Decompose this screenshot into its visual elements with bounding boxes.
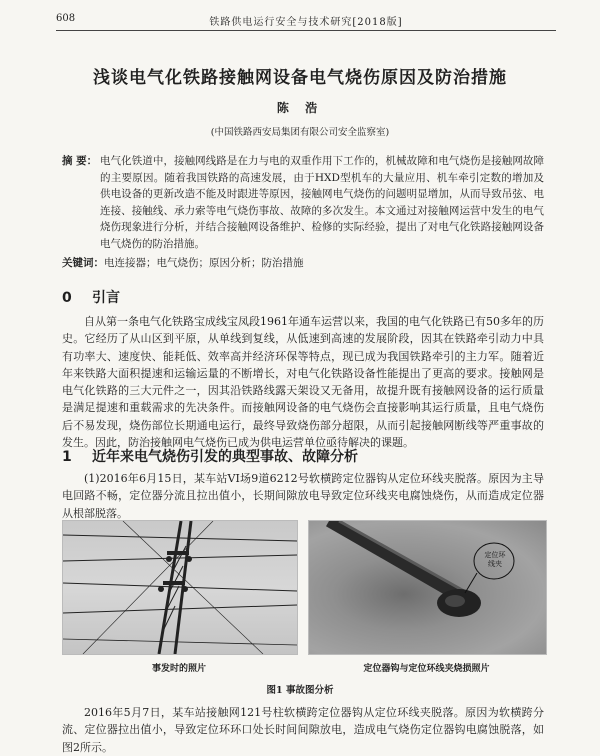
keywords	[62, 255, 544, 270]
abstract-text: 电气化铁道中，接触网线路是在力与电的双重作用下工作的，机械故障和电气烧伤是接触网故障的主要原因。随着我国铁路的高速发展，由于HXD型机车的大量应用、机车牵引定数的增加及供电设备的更新改造不能及时跟进等原因，接触网电气烧伤的问题明显增加，从而导致吊弦、电连接、接触线、承力索等电气烧伤事故、故障的多次发生。本文通过对接触网运营中发生的电气烧伤现象进行分析，并结合接触网设备维护、检修的实际经验，提出了对电气化铁路接触网设备电气烧伤的防治措施。	[100, 155, 544, 250]
keywords-label: 关键词：	[62, 257, 104, 269]
section-0-title: 引言	[92, 290, 120, 306]
section-1-paragraph: (1)2016年6月15日，某车站VI场9道6212号软横跨定位器钩从定位环线夹脱落。原因为主导电回路不畅，定位器分流且拉出值小，长期间隙放电导致定位环线夹电腐蚀烧伤，从而造成定位器从根部脱落。	[62, 472, 544, 520]
burn-damage-photo	[308, 520, 547, 655]
section-0-number: 0	[62, 290, 72, 306]
tail-paragraph: 2016年5月7日，某车站接触网121号柱软横跨定位器钩从定位环线夹脱落。原因为软横跨分流、定位器拉出值小，导致定位环环口处长时间间隙放电，造成电气烧伤定位器钩电腐蚀脱落，如图2所示。	[62, 706, 544, 754]
running-header	[56, 8, 556, 31]
keywords-text: 电连接器；电气烧伤；原因分析；防治措施	[104, 257, 304, 269]
section-1-title: 近年来电气烧伤引发的典型事故、故障分析	[92, 449, 358, 465]
section-1-heading	[62, 446, 358, 466]
section-0-paragraph: 自从第一条电气化铁路宝成线宝凤段1961年通车运营以来，我国的电气化铁路已有50多年的历史。它经历了从山区到平原，从单线到复线，从低速到高速的发展阶段，因其在铁路牵引动力中具有功率大、速度快、能耗低、效率高并经济环保等特点，现已成为我国铁路牵引的主力军。随着近年来铁路大面积提速和运输运量的不断增长，对电气化铁路设备性能提出了更高的要求。接触网是电气化铁路的三大元件之一，因其沿铁路线露天架设又无备用，故提升既有接触网设备的运行质量是满足提速和重载需求的先决条件。而接触网设备的电气烧伤会直接影响其运行质量，且电气烧伤后不易发现，烧伤部位长期通电运行，最终导致烧伤部分超限，从而引起接触网断线等严重事故的发生。因此，防治接触网电气烧伤已成为供电运营单位亟待解决的课题。	[62, 315, 544, 450]
author: 陈 浩	[276, 101, 324, 115]
figure-title: 图1 事故图分析	[266, 685, 334, 696]
running-title: 铁路供电运行安全与技术研究[2018版]	[209, 17, 403, 28]
article-title: 浅谈电气化铁路接触网设备电气烧伤原因及防治措施	[93, 68, 507, 88]
affiliation: (中国铁路西安局集团有限公司安全监察室)	[210, 127, 390, 138]
accident-photo	[62, 520, 298, 655]
abstract-label: 摘 要：	[62, 155, 98, 167]
section-0-heading	[62, 287, 120, 307]
catenary-mast-illustration	[63, 521, 297, 654]
clamp-burn-illustration	[309, 521, 546, 654]
page-number: 608	[56, 13, 76, 24]
abstract	[62, 153, 544, 252]
burn-annotation: 定位环线夹	[484, 551, 506, 568]
section-1-number: 1	[62, 449, 72, 465]
figure-left-caption: 事发时的照片	[151, 664, 206, 674]
figure-right-caption: 定位器钩与定位环线夹烧损照片	[363, 664, 490, 674]
